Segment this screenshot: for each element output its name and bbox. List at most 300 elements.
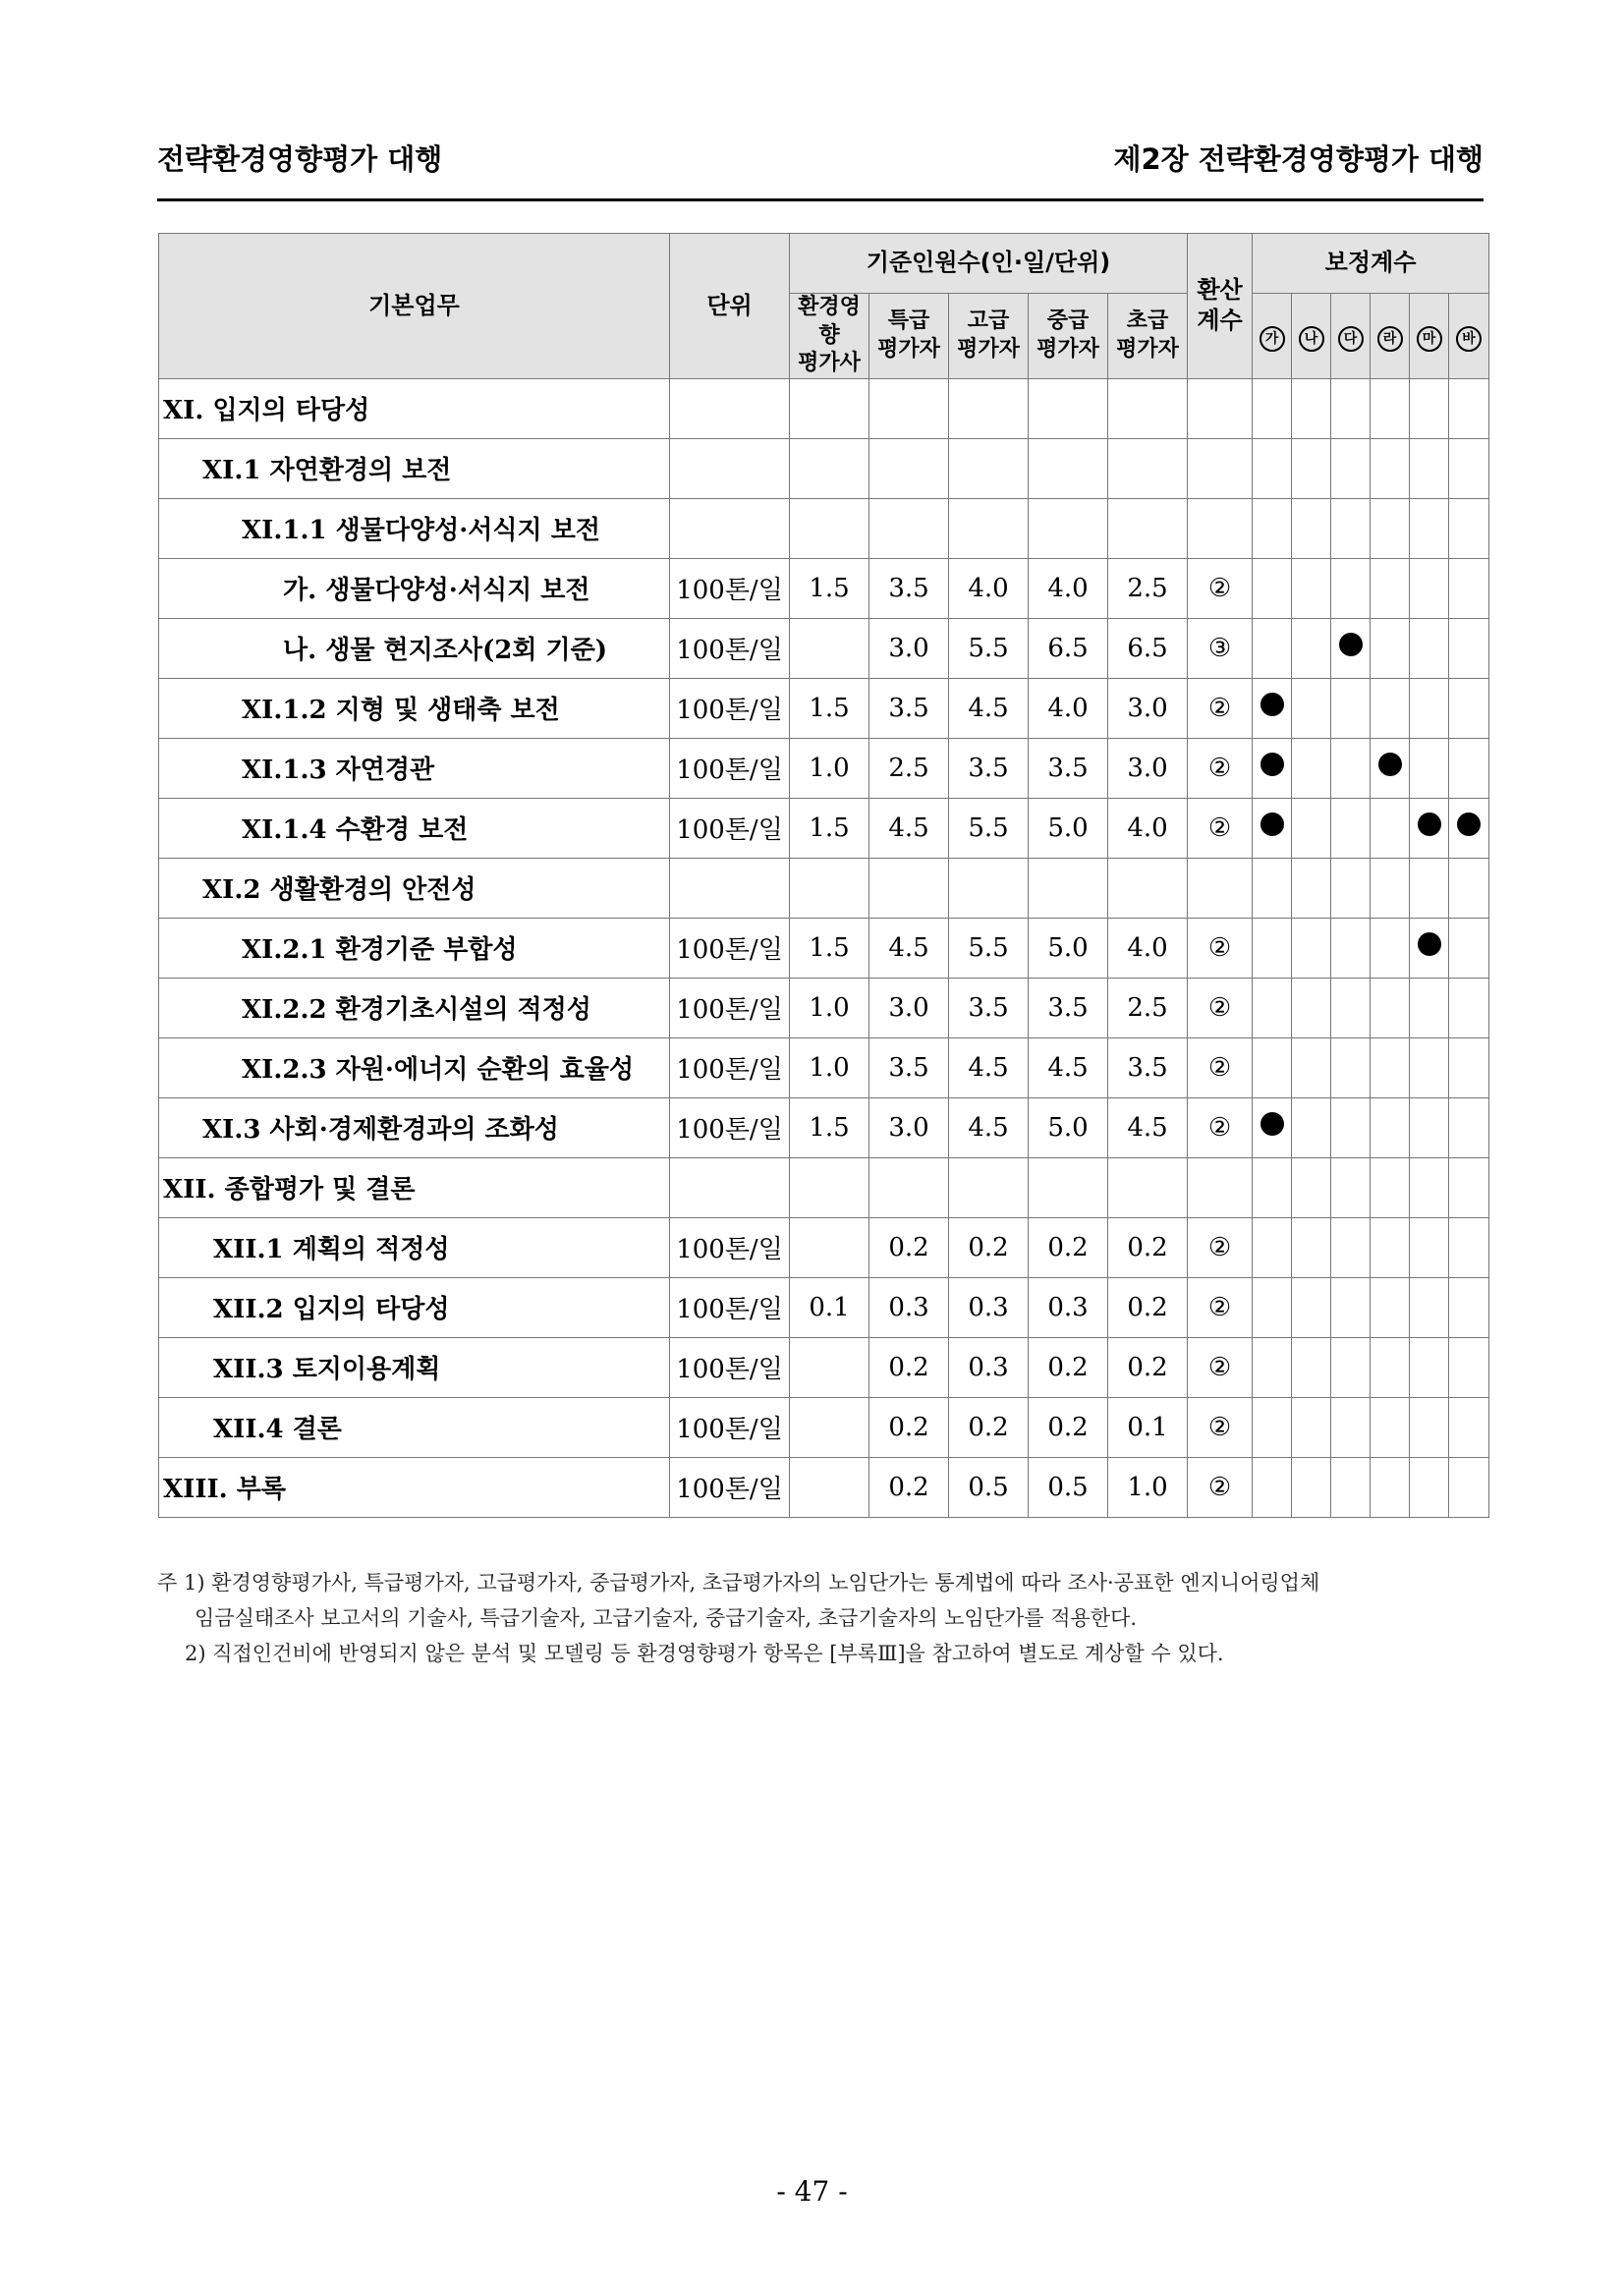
value-cell: 1.5	[790, 918, 869, 978]
footnote-1-line-1: 주 1) 환경영향평가사, 특급평가자, 고급평가자, 중급평가자, 초급평가자의 노임단가는 통계법에 따라 조사·공표한 엔지니어링업체	[157, 1571, 1320, 1595]
filled-dot-icon	[1418, 932, 1441, 956]
circled-letter: 나	[1299, 326, 1324, 352]
correction-cell	[1371, 1337, 1410, 1397]
value-cell: 3.0	[869, 978, 949, 1037]
filled-dot-icon	[1457, 812, 1481, 836]
correction-cell	[1253, 678, 1292, 738]
correction-cell	[1371, 1397, 1410, 1457]
correction-cell	[1292, 438, 1331, 498]
circled-letter: 가	[1260, 326, 1285, 352]
correction-cell	[1253, 858, 1292, 918]
col-header-correction-group: 보정계수	[1253, 234, 1489, 294]
correction-cell	[1371, 1037, 1410, 1097]
value-cell: 3.0	[1108, 738, 1188, 798]
value-cell: 4.5	[1029, 1037, 1108, 1097]
correction-cell	[1331, 858, 1371, 918]
correction-cell	[1410, 858, 1449, 918]
table-row	[159, 918, 1489, 978]
value-cell	[869, 1157, 949, 1217]
correction-cell	[1292, 798, 1331, 858]
correction-cell	[1292, 1457, 1331, 1517]
correction-cell	[1371, 618, 1410, 678]
correction-cell	[1449, 618, 1489, 678]
unit-cell: 100톤/일	[670, 1097, 790, 1157]
correction-cell	[1253, 1157, 1292, 1217]
unit-cell	[670, 858, 790, 918]
unit-cell	[670, 1157, 790, 1217]
task-label: XII.3 토지이용계획	[159, 1337, 670, 1397]
correction-cell	[1331, 1097, 1371, 1157]
table-row	[159, 558, 1489, 618]
footnotes	[157, 1565, 1493, 1671]
task-label: XI.2.2 환경기초시설의 적정성	[159, 978, 670, 1037]
value-cell: 0.2	[1029, 1397, 1108, 1457]
unit-cell: 100톤/일	[670, 798, 790, 858]
value-cell: 0.1	[790, 1277, 869, 1337]
value-cell: 0.3	[949, 1337, 1029, 1397]
correction-cell	[1449, 1037, 1489, 1097]
correction-cell	[1331, 558, 1371, 618]
correction-cell	[1410, 438, 1449, 498]
value-cell: 4.5	[949, 1037, 1029, 1097]
correction-cell	[1449, 858, 1489, 918]
correction-cell	[1253, 558, 1292, 618]
conversion-coefficient	[1188, 378, 1253, 438]
col-header-task: 기본업무	[159, 234, 670, 379]
correction-cell	[1253, 1457, 1292, 1517]
task-label: XI.1.2 지형 및 생태축 보전	[159, 678, 670, 738]
value-cell	[790, 1217, 869, 1277]
correction-cell	[1253, 978, 1292, 1037]
value-cell: 1.5	[790, 798, 869, 858]
table-row	[159, 738, 1489, 798]
correction-cell	[1292, 1277, 1331, 1337]
task-label: XI. 입지의 타당성	[159, 378, 670, 438]
footnote-2: 2) 직접인건비에 반영되지 않은 분석 및 모델링 등 환경영향평가 항목은 [부록Ⅲ]을 참고하여 별도로 계상할 수 있다.	[185, 1642, 1224, 1665]
value-cell	[790, 498, 869, 558]
correction-cell	[1449, 1157, 1489, 1217]
page-number: - 47 -	[776, 2175, 848, 2208]
correction-cell	[1371, 558, 1410, 618]
circled-letter: 바	[1456, 326, 1482, 352]
unit-cell	[670, 378, 790, 438]
correction-cell	[1292, 858, 1331, 918]
col-header-grade-1: 환경영향 평가사	[790, 294, 869, 379]
correction-cell	[1449, 1337, 1489, 1397]
value-cell: 0.2	[869, 1397, 949, 1457]
correction-cell	[1292, 678, 1331, 738]
value-cell: 3.0	[869, 618, 949, 678]
task-label: 나. 생물 현지조사(2회 기준)	[159, 618, 670, 678]
table-header	[159, 234, 1489, 379]
correction-cell	[1292, 738, 1331, 798]
unit-cell: 100톤/일	[670, 618, 790, 678]
correction-cell	[1410, 558, 1449, 618]
footnote-1-line-2: 임금실태조사 보고서의 기술사, 특급기술자, 고급기술자, 중급기술자, 초급기술자의 노임단가를 적용한다.	[195, 1606, 1138, 1630]
value-cell: 0.2	[1029, 1217, 1108, 1277]
value-cell: 3.5	[949, 978, 1029, 1037]
header-right-title: 제2장 전략환경영향평가 대행	[1113, 142, 1484, 176]
conversion-coefficient: ②	[1188, 1097, 1253, 1157]
conversion-coefficient: ②	[1188, 918, 1253, 978]
value-cell: 3.0	[869, 1097, 949, 1157]
task-label: XI.1.1 생물다양성·서식지 보전	[159, 498, 670, 558]
value-cell: 6.5	[1108, 618, 1188, 678]
task-label: XII.2 입지의 타당성	[159, 1277, 670, 1337]
value-cell: 0.5	[1029, 1457, 1108, 1517]
correction-cell	[1371, 498, 1410, 558]
conversion-coefficient	[1188, 858, 1253, 918]
conversion-coefficient	[1188, 438, 1253, 498]
correction-cell	[1449, 678, 1489, 738]
correction-cell	[1331, 918, 1371, 978]
correction-cell	[1449, 978, 1489, 1037]
value-cell: 2.5	[1108, 558, 1188, 618]
table-row	[159, 1097, 1489, 1157]
value-cell: 4.5	[869, 798, 949, 858]
unit-cell: 100톤/일	[670, 1337, 790, 1397]
task-label: XI.1.3 자연경관	[159, 738, 670, 798]
conversion-coefficient	[1188, 498, 1253, 558]
value-cell: 1.0	[790, 738, 869, 798]
correction-cell	[1331, 798, 1371, 858]
value-cell: 1.5	[790, 558, 869, 618]
value-cell: 4.5	[949, 1097, 1029, 1157]
value-cell: 3.5	[949, 738, 1029, 798]
value-cell	[869, 498, 949, 558]
value-cell: 1.5	[790, 1097, 869, 1157]
table-row	[159, 1337, 1489, 1397]
correction-cell	[1253, 378, 1292, 438]
value-cell	[869, 438, 949, 498]
value-cell	[790, 858, 869, 918]
task-label: XI.3 사회·경제환경과의 조화성	[159, 1097, 670, 1157]
unit-cell: 100톤/일	[670, 1457, 790, 1517]
correction-cell	[1292, 1037, 1331, 1097]
filled-dot-icon	[1418, 812, 1441, 836]
correction-cell	[1253, 438, 1292, 498]
col-header-correction-4	[1371, 294, 1410, 379]
value-cell	[949, 378, 1029, 438]
correction-cell	[1253, 1217, 1292, 1277]
value-cell: 0.2	[949, 1217, 1029, 1277]
value-cell	[949, 438, 1029, 498]
page-header	[157, 138, 1484, 201]
correction-cell	[1253, 1397, 1292, 1457]
unit-cell	[670, 498, 790, 558]
task-label: XIII. 부록	[159, 1457, 670, 1517]
value-cell	[1029, 858, 1108, 918]
correction-cell	[1331, 1217, 1371, 1277]
value-cell: 3.5	[1029, 978, 1108, 1037]
correction-cell	[1449, 1457, 1489, 1517]
unit-cell: 100톤/일	[670, 1397, 790, 1457]
value-cell: 0.3	[949, 1277, 1029, 1337]
value-cell	[1029, 438, 1108, 498]
col-header-conversion: 환산 계수	[1188, 234, 1253, 379]
correction-cell	[1253, 918, 1292, 978]
value-cell	[790, 1157, 869, 1217]
col-header-correction-3	[1331, 294, 1371, 379]
correction-cell	[1253, 1097, 1292, 1157]
table-row	[159, 1397, 1489, 1457]
circled-letter: 다	[1338, 326, 1364, 352]
correction-cell	[1331, 1397, 1371, 1457]
value-cell	[1108, 498, 1188, 558]
conversion-coefficient: ②	[1188, 978, 1253, 1037]
value-cell: 0.2	[1108, 1337, 1188, 1397]
unit-cell	[670, 438, 790, 498]
conversion-coefficient: ②	[1188, 1217, 1253, 1277]
filled-dot-icon	[1260, 1112, 1284, 1136]
value-cell	[869, 378, 949, 438]
col-header-grade-4: 중급 평가자	[1029, 294, 1108, 379]
value-cell: 1.0	[1108, 1457, 1188, 1517]
value-cell	[1108, 1157, 1188, 1217]
correction-cell	[1292, 618, 1331, 678]
value-cell	[790, 618, 869, 678]
value-cell: 4.0	[1108, 798, 1188, 858]
col-header-grade-3: 고급 평가자	[949, 294, 1029, 379]
correction-cell	[1371, 918, 1410, 978]
correction-cell	[1410, 498, 1449, 558]
correction-cell	[1253, 798, 1292, 858]
value-cell: 5.0	[1029, 1097, 1108, 1157]
col-header-correction-6	[1449, 294, 1489, 379]
value-cell: 0.2	[1108, 1277, 1188, 1337]
correction-cell	[1292, 1337, 1331, 1397]
unit-cell: 100톤/일	[670, 678, 790, 738]
correction-cell	[1331, 498, 1371, 558]
value-cell	[1029, 1157, 1108, 1217]
correction-cell	[1449, 558, 1489, 618]
value-cell	[790, 1337, 869, 1397]
value-cell: 3.5	[1108, 1037, 1188, 1097]
correction-cell	[1331, 1157, 1371, 1217]
task-label: XI.2.1 환경기준 부합성	[159, 918, 670, 978]
value-cell: 5.5	[949, 798, 1029, 858]
unit-cell: 100톤/일	[670, 978, 790, 1037]
correction-cell	[1410, 1037, 1449, 1097]
task-label: XI.2.3 자원·에너지 순환의 효율성	[159, 1037, 670, 1097]
conversion-coefficient: ②	[1188, 1337, 1253, 1397]
correction-cell	[1331, 678, 1371, 738]
correction-cell	[1292, 1217, 1331, 1277]
table-row	[159, 1217, 1489, 1277]
table-body	[159, 378, 1489, 1517]
value-cell: 0.2	[1029, 1337, 1108, 1397]
correction-cell	[1449, 378, 1489, 438]
correction-cell	[1292, 558, 1331, 618]
task-label: XI.2 생활환경의 안전성	[159, 858, 670, 918]
value-cell: 3.5	[869, 1037, 949, 1097]
correction-cell	[1292, 1097, 1331, 1157]
value-cell: 2.5	[869, 738, 949, 798]
correction-cell	[1331, 378, 1371, 438]
correction-cell	[1292, 1157, 1331, 1217]
correction-cell	[1371, 858, 1410, 918]
correction-cell	[1292, 498, 1331, 558]
filled-dot-icon	[1260, 812, 1284, 836]
conversion-coefficient: ②	[1188, 558, 1253, 618]
task-label: 가. 생물다양성·서식지 보전	[159, 558, 670, 618]
correction-cell	[1449, 1277, 1489, 1337]
value-cell: 5.0	[1029, 918, 1108, 978]
table-row	[159, 1457, 1489, 1517]
circled-letter: 마	[1417, 326, 1442, 352]
value-cell: 4.0	[949, 558, 1029, 618]
table-row	[159, 798, 1489, 858]
header-left-title: 전략환경영향평가 대행	[157, 142, 443, 176]
correction-cell	[1292, 978, 1331, 1037]
correction-cell	[1371, 678, 1410, 738]
correction-cell	[1449, 918, 1489, 978]
value-cell: 0.2	[869, 1217, 949, 1277]
correction-cell	[1410, 1217, 1449, 1277]
task-label: XI.1 자연환경의 보전	[159, 438, 670, 498]
correction-cell	[1410, 678, 1449, 738]
correction-cell	[1371, 1217, 1410, 1277]
correction-cell	[1449, 1217, 1489, 1277]
conversion-coefficient: ②	[1188, 678, 1253, 738]
value-cell: 1.0	[790, 978, 869, 1037]
value-cell	[790, 1397, 869, 1457]
correction-cell	[1371, 1157, 1410, 1217]
value-cell: 6.5	[1029, 618, 1108, 678]
filled-dot-icon	[1339, 633, 1363, 656]
value-cell: 0.1	[1108, 1397, 1188, 1457]
value-cell	[790, 1457, 869, 1517]
correction-cell	[1331, 738, 1371, 798]
value-cell	[869, 858, 949, 918]
correction-cell	[1371, 1097, 1410, 1157]
correction-cell	[1331, 1277, 1371, 1337]
table-row	[159, 438, 1489, 498]
table-row	[159, 978, 1489, 1037]
correction-cell	[1371, 798, 1410, 858]
correction-cell	[1449, 438, 1489, 498]
unit-cell: 100톤/일	[670, 918, 790, 978]
task-label: XII. 종합평가 및 결론	[159, 1157, 670, 1217]
filled-dot-icon	[1260, 693, 1284, 716]
col-header-unit: 단위	[670, 234, 790, 379]
conversion-coefficient: ②	[1188, 1397, 1253, 1457]
value-cell: 5.5	[949, 918, 1029, 978]
table-row	[159, 618, 1489, 678]
correction-cell	[1410, 918, 1449, 978]
correction-cell	[1410, 1337, 1449, 1397]
correction-cell	[1371, 978, 1410, 1037]
filled-dot-icon	[1260, 753, 1284, 776]
col-header-correction-1	[1253, 294, 1292, 379]
filled-dot-icon	[1378, 753, 1402, 776]
correction-cell	[1371, 1457, 1410, 1517]
unit-cell: 100톤/일	[670, 558, 790, 618]
value-cell	[949, 858, 1029, 918]
col-header-grade-2: 특급 평가자	[869, 294, 949, 379]
value-cell: 0.3	[869, 1277, 949, 1337]
value-cell: 4.0	[1108, 918, 1188, 978]
correction-cell	[1371, 378, 1410, 438]
correction-cell	[1292, 918, 1331, 978]
value-cell: 0.5	[949, 1457, 1029, 1517]
value-cell	[1108, 858, 1188, 918]
correction-cell	[1253, 738, 1292, 798]
correction-cell	[1371, 738, 1410, 798]
correction-cell	[1449, 1397, 1489, 1457]
correction-cell	[1449, 498, 1489, 558]
table-row	[159, 498, 1489, 558]
value-cell: 4.5	[1108, 1097, 1188, 1157]
value-cell	[1108, 438, 1188, 498]
value-cell: 4.0	[1029, 558, 1108, 618]
correction-cell	[1410, 618, 1449, 678]
correction-cell	[1253, 1337, 1292, 1397]
correction-cell	[1410, 1457, 1449, 1517]
value-cell: 3.0	[1108, 678, 1188, 738]
correction-cell	[1410, 1277, 1449, 1337]
task-label: XI.1.4 수환경 보전	[159, 798, 670, 858]
correction-cell	[1410, 798, 1449, 858]
unit-cell: 100톤/일	[670, 738, 790, 798]
value-cell: 4.5	[949, 678, 1029, 738]
value-cell	[949, 1157, 1029, 1217]
unit-cell: 100톤/일	[670, 1037, 790, 1097]
unit-cell: 100톤/일	[670, 1217, 790, 1277]
correction-cell	[1410, 1097, 1449, 1157]
value-cell: 4.0	[1029, 678, 1108, 738]
correction-cell	[1331, 1037, 1371, 1097]
correction-cell	[1449, 798, 1489, 858]
conversion-coefficient: ②	[1188, 798, 1253, 858]
correction-cell	[1371, 1277, 1410, 1337]
table-row	[159, 858, 1489, 918]
conversion-coefficient	[1188, 1157, 1253, 1217]
correction-cell	[1371, 438, 1410, 498]
value-cell: 0.2	[1108, 1217, 1188, 1277]
value-cell	[1108, 378, 1188, 438]
col-header-base-group: 기준인원수(인·일/단위)	[790, 234, 1188, 294]
value-cell: 0.2	[869, 1337, 949, 1397]
conversion-coefficient: ②	[1188, 1037, 1253, 1097]
table-row	[159, 1037, 1489, 1097]
value-cell: 1.5	[790, 678, 869, 738]
value-cell: 3.5	[1029, 738, 1108, 798]
correction-cell	[1449, 1097, 1489, 1157]
correction-cell	[1331, 438, 1371, 498]
correction-cell	[1292, 378, 1331, 438]
value-cell: 3.5	[869, 678, 949, 738]
circled-letter: 라	[1377, 326, 1403, 352]
value-cell: 0.2	[869, 1457, 949, 1517]
value-cell: 5.5	[949, 618, 1029, 678]
value-cell	[790, 378, 869, 438]
correction-cell	[1253, 1037, 1292, 1097]
table-row	[159, 1157, 1489, 1217]
conversion-coefficient: ②	[1188, 1457, 1253, 1517]
col-header-grade-5: 초급 평가자	[1108, 294, 1188, 379]
value-cell: 0.3	[1029, 1277, 1108, 1337]
value-cell	[1029, 378, 1108, 438]
correction-cell	[1410, 1397, 1449, 1457]
correction-cell	[1331, 618, 1371, 678]
value-cell	[790, 438, 869, 498]
value-cell: 3.5	[869, 558, 949, 618]
unit-cell: 100톤/일	[670, 1277, 790, 1337]
table-row	[159, 378, 1489, 438]
table-row	[159, 1277, 1489, 1337]
manpower-table	[158, 233, 1489, 1518]
